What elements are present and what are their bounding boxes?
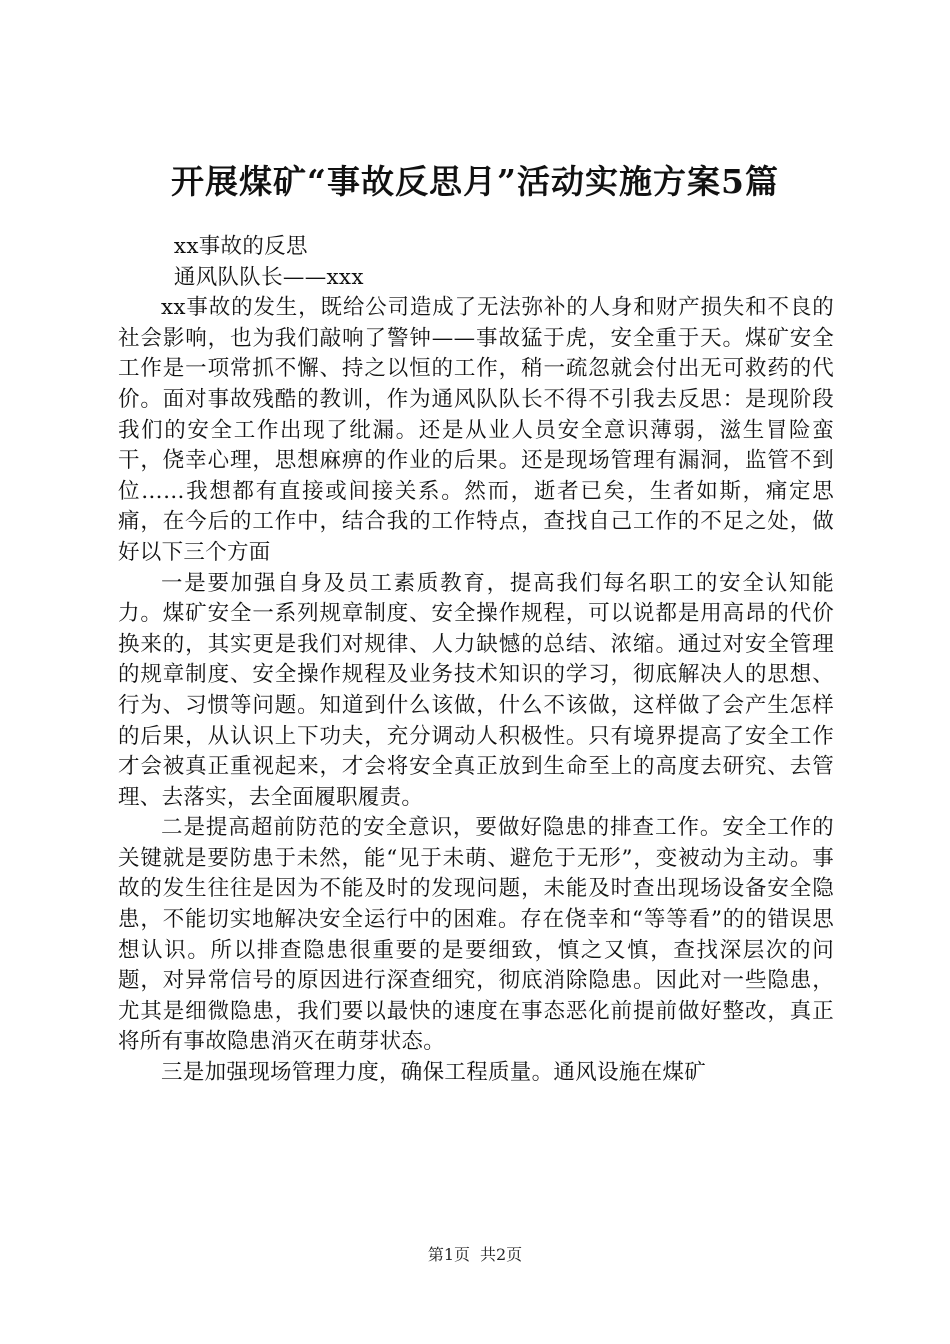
page-footer bbox=[0, 1244, 950, 1266]
author-line: 通风队队长——xxx bbox=[173, 264, 364, 290]
document-body bbox=[118, 232, 834, 1089]
paragraph-point-two: 二是提高超前防范的安全意识，要做好隐患的排查工作。安全工作的关键就是要防患于未然，能“见于未萌、避危于无形”，变被动为主动。事故的发生往往是因为不能及时的发现问题，未能及时查出现场设备安全隐患，不能切实地解决安全运行中的困难。存在侥幸和“等等看”的的错误思想认识。所以排查隐患很重要的是要细致，慎之又慎，查找深层次的问题，对异常信号的原因进行深查细究，彻底消除隐患。因此对一些隐患，尤其是细微隐患，我们要以最快的速度在事态恶化前提前做好整改，真正将所有事故隐患消灭在萌芽状态。 bbox=[118, 815, 834, 1055]
paragraph-point-three: 三是加强现场管理力度，确保工程质量。通风设施在煤矿 bbox=[161, 1060, 707, 1086]
page-number: 第1页 bbox=[427, 1245, 470, 1264]
subheading-reflection: xx事故的反思 bbox=[173, 234, 308, 259]
paragraph-intro: xx事故的发生，既给公司造成了无法弥补的人身和财产损失和不良的社会影响，也为我们敲响了警钟——事故猛于虎，安全重于天。煤矿安全工作是一项常抓不懈、持之以恒的工作，稍一疏忽就会付出无可救药的代价。面对事故残酷的教训，作为通风队队长不得不引我去反思：是现阶段我们的安全工作出现了纰漏。还是从业人员安全意识薄弱，滋生冒险蛮干，侥幸心理，思想麻痹的作业的后果。还是现场管理有漏洞，监管不到位……我想都有直接或间接关系。然而，逝者已矣，生者如斯，痛定思痛，在今后的工作中，结合我的工作特点，查找自己工作的不足之处，做好以下三个方面 bbox=[118, 295, 834, 565]
page-total: 共2页 bbox=[480, 1245, 523, 1264]
paragraph-point-one: 一是要加强自身及员工素质教育，提高我们每名职工的安全认知能力。煤矿安全一系列规章制度、安全操作规程，可以说都是用高昂的代价换来的，其实更是我们对规律、人力缺憾的总结、浓缩。通过对安全管理的规章制度、安全操作规程及业务技术知识的学习，彻底解决人的思想、行为、习惯等问题。知道到什么该做，什么不该做，这样做了会产生怎样的后果，从认识上下功夫，充分调动人积极性。只有境界提高了安全工作才会被真正重视起来，才会将安全真正放到生命至上的高度去研究、去管理、去落实，去全面履职履责。 bbox=[118, 570, 834, 810]
document-title: 开展煤矿“事故反思月”活动实施方案5篇 bbox=[171, 162, 779, 201]
